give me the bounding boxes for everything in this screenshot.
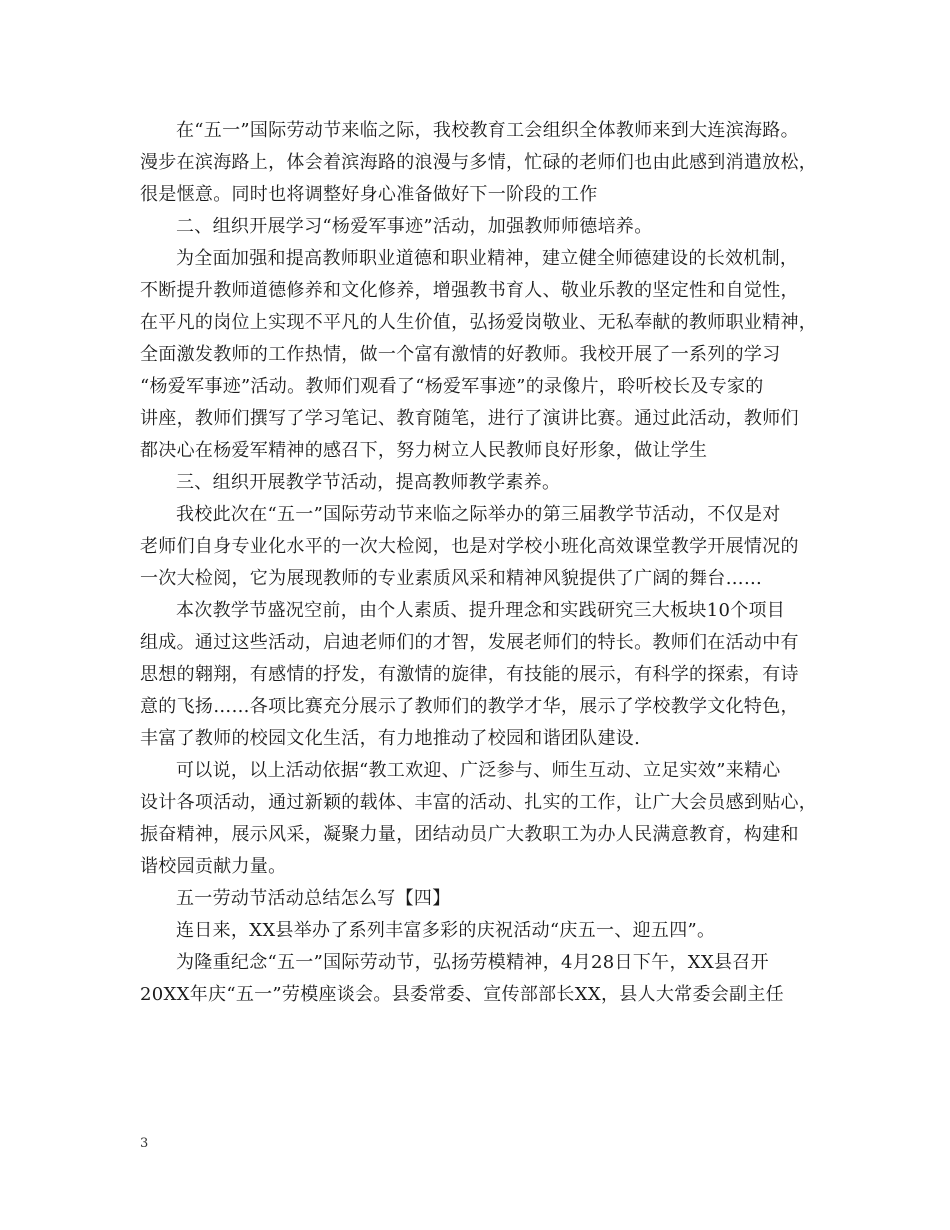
text-line: 为全面加强和提高教师职业道德和职业精神，建立健全师德建设的长效机制， xyxy=(176,248,799,269)
text-line: 在平凡的岗位上实现不平凡的人生价值，弘扬爱岗敬业、无私奉献的教师职业精神， xyxy=(140,312,818,333)
text-line: 二、组织开展学习“杨爱军事迹”活动，加强教师师德培养。 xyxy=(176,216,653,237)
text-line: 20XX年庆“五一”劳模座谈会。县委常委、宣传部部长XX，县人大常委会副主任 xyxy=(140,984,784,1005)
text-line: 三、组织开展教学节活动，提高教师教学素养。 xyxy=(176,472,561,493)
text-line: 振奋精神，展示风采，凝聚力量，团结动员广大教职工为办人民满意教育，构建和 xyxy=(140,824,799,845)
text-line: 组成。通过这些活动，启迪老师们的才智，发展老师们的特长。教师们在活动中有 xyxy=(140,632,799,653)
text-line: 本次教学节盛况空前，由个人素质、提升理念和实践研究三大板块10个项目 xyxy=(176,600,786,621)
text-line: 五一劳动节活动总结怎么写【四】 xyxy=(176,888,451,909)
text-line: 漫步在滨海路上，体会着滨海路的浪漫与多情，忙碌的老师们也由此感到消遣放松， xyxy=(140,152,818,173)
text-line: 我校此次在“五一”国际劳动节来临之际举办的第三届教学节活动，不仅是对 xyxy=(176,504,781,525)
text-line: 全面激发教师的工作热情，做一个富有激情的好教师。我校开展了一系列的学习 xyxy=(140,344,781,365)
text-line: 丰富了教师的校园文化生活，有力地推动了校园和谐团队建设. xyxy=(140,728,641,749)
text-line: 意的飞扬……各项比赛充分展示了教师们的教学才华，展示了学校教学文化特色， xyxy=(140,696,799,717)
text-line: 很是惬意。同时也将调整好身心准备做好下一阶段的工作 xyxy=(140,184,598,205)
text-line: “杨爱军事迹”活动。教师们观看了“杨爱军事迹”的录像片，聆听校长及专家的 xyxy=(140,376,764,397)
document-body xyxy=(140,115,820,1011)
text-line: 谐校园贡献力量。 xyxy=(140,856,287,877)
text-line: 讲座，教师们撰写了学习笔记、教育随笔，进行了演讲比赛。通过此活动，教师们 xyxy=(140,408,799,429)
text-line: 设计各项活动，通过新颖的载体、丰富的活动、扎实的工作，让广大会员感到贴心， xyxy=(140,792,818,813)
text-line: 都决心在杨爱军精神的感召下，努力树立人民教师良好形象，做让学生 xyxy=(140,440,708,461)
text-line: 一次大检阅，它为展现教师的专业素质风采和精神风貌提供了广阔的舞台…… xyxy=(140,568,763,589)
page-number: 3 xyxy=(140,1136,149,1151)
text-line: 为隆重纪念“五一”国际劳动节，弘扬劳模精神，4月28日下午，XX县召开 xyxy=(176,952,769,973)
text-line: 思想的翱翔，有感情的抒发，有激情的旋律，有技能的展示，有科学的探索，有诗 xyxy=(140,664,799,685)
text-line: 不断提升教师道德修养和文化修养，增强教书育人、敬业乐教的坚定性和自觉性， xyxy=(140,280,799,301)
text-line: 可以说，以上活动依据“教工欢迎、广泛参与、师生互动、立足实效”来精心 xyxy=(176,760,781,781)
text-line: 在“五一”国际劳动节来临之际，我校教育工会组织全体教师来到大连滨海路。 xyxy=(176,120,799,141)
text-line: 连日来，XX县举办了系列丰富多彩的庆祝活动“庆五一、迎五四”。 xyxy=(176,920,716,941)
text-line: 老师们自身专业化水平的一次大检阅，也是对学校小班化高效课堂教学开展情况的 xyxy=(140,536,799,557)
